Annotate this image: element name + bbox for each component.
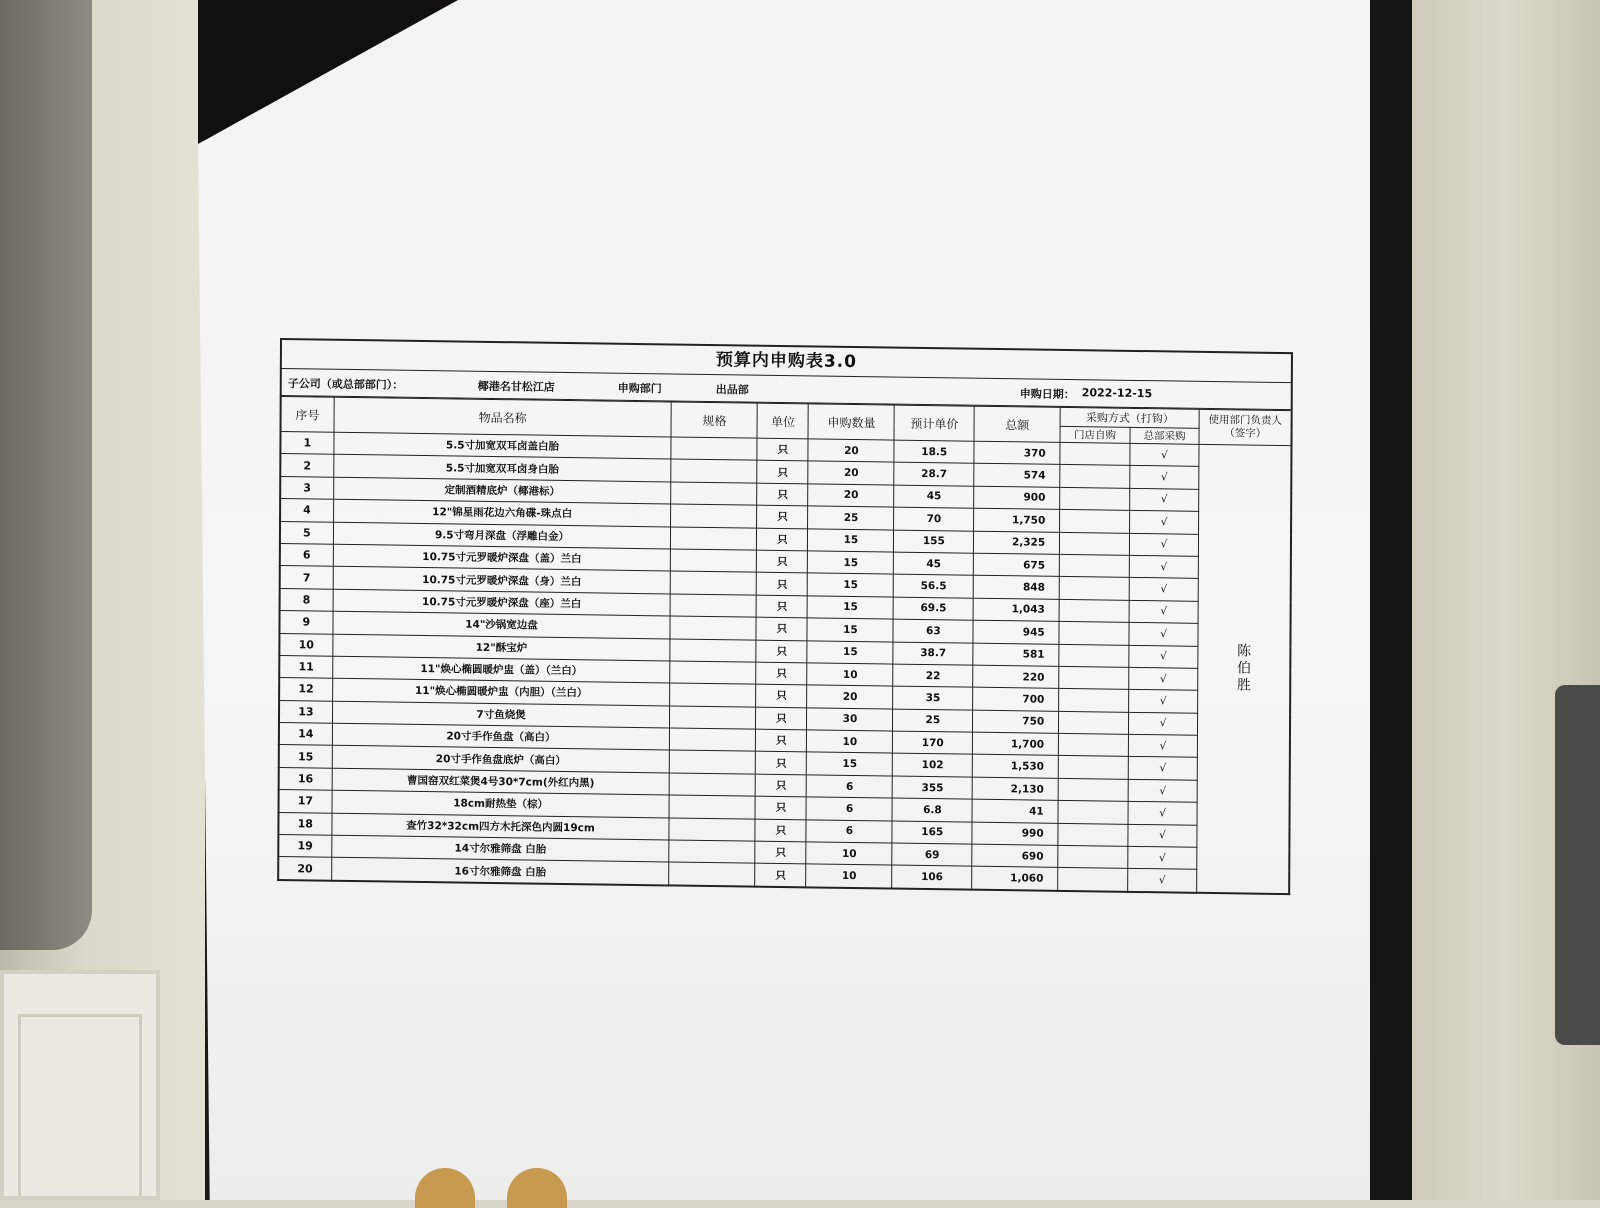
row-unit: 只 (757, 483, 808, 506)
row-unit: 只 (757, 438, 808, 461)
row-idx: 1 (280, 432, 333, 455)
row-unit: 只 (756, 707, 807, 730)
row-qty: 20 (808, 484, 894, 508)
row-qty: 30 (807, 708, 893, 732)
row-total: 690 (972, 844, 1058, 868)
row-name: 12"锦星雨花边六角碟-珠点白 (333, 499, 671, 526)
row-total: 370 (974, 441, 1060, 465)
row-qty: 15 (808, 596, 894, 620)
row-unit: 只 (755, 796, 806, 819)
row-method-hq: √ (1127, 869, 1197, 893)
header-method-store: 门店自购 (1060, 426, 1130, 443)
row-method-hq: √ (1129, 600, 1199, 623)
row-qty: 20 (808, 439, 894, 463)
row-name: 10.75寸元罗暖炉深盘（身）兰白 (333, 567, 671, 594)
row-name: 20寸手作鱼盘底炉（高白） (332, 746, 670, 773)
row-name: 查竹32*32cm四方木托深色内圆19cm (332, 813, 670, 840)
row-name: 14寸尔雅筛盘 白胎 (331, 835, 669, 862)
row-qty: 20 (807, 685, 893, 709)
row-method-hq: √ (1128, 734, 1198, 757)
row-name: 20寸手作鱼盘（高白） (332, 723, 670, 750)
row-method-store (1058, 845, 1128, 868)
row-method-hq: √ (1128, 779, 1198, 802)
items-table-body (278, 432, 1291, 894)
signer-signature: 陈 伯 胜 (1197, 444, 1291, 894)
row-idx: 14 (279, 723, 332, 746)
row-name: 曹国窑双红菜煲4号30*7cm(外红内黑) (332, 768, 670, 795)
row-method-hq: √ (1128, 846, 1198, 869)
row-qty: 15 (807, 618, 893, 642)
header-total: 总额 (974, 406, 1060, 442)
row-price: 155 (894, 530, 974, 554)
items-table (277, 396, 1293, 895)
row-name: 11"焕心椭圆暖炉盅（盖）（兰白） (332, 656, 670, 683)
row-price: 38.7 (893, 642, 973, 666)
row-unit: 只 (757, 573, 808, 596)
row-method-store (1059, 666, 1129, 689)
row-idx: 15 (279, 745, 332, 768)
row-qty: 15 (808, 528, 894, 552)
row-total: 1,530 (972, 755, 1058, 779)
row-name: 14"沙锅宽边盘 (333, 611, 671, 638)
row-qty: 15 (807, 640, 893, 664)
row-unit: 只 (755, 819, 806, 842)
row-unit: 只 (755, 841, 806, 864)
row-unit: 只 (756, 752, 807, 775)
header-spec: 规格 (671, 402, 757, 438)
row-idx: 2 (280, 454, 333, 477)
row-spec (670, 773, 756, 797)
row-qty: 10 (807, 730, 893, 754)
row-price: 45 (894, 552, 974, 576)
row-method-store (1059, 689, 1129, 712)
row-idx: 19 (278, 835, 331, 858)
row-total: 2,130 (972, 777, 1058, 801)
row-spec (671, 571, 757, 595)
row-method-store (1060, 510, 1130, 533)
row-price: 69 (892, 843, 972, 867)
row-total: 848 (973, 576, 1059, 600)
row-idx: 12 (279, 678, 332, 701)
row-idx: 20 (278, 857, 331, 881)
row-price: 106 (892, 865, 972, 889)
row-qty: 20 (808, 461, 894, 485)
row-method-store (1059, 554, 1129, 577)
row-total: 945 (973, 620, 1059, 644)
row-method-hq: √ (1130, 443, 1200, 466)
row-method-store (1059, 644, 1129, 667)
row-idx: 11 (279, 655, 332, 678)
row-qty: 15 (807, 752, 893, 776)
row-idx: 18 (278, 812, 331, 835)
header-name: 物品名称 (334, 397, 672, 437)
row-total: 750 (973, 710, 1059, 734)
row-method-store (1059, 622, 1129, 645)
row-total: 41 (972, 799, 1058, 823)
row-method-store (1058, 823, 1128, 846)
row-total: 1,060 (972, 867, 1058, 891)
row-method-store (1058, 756, 1128, 779)
header-signer: 使用部门负责人（签字） (1199, 409, 1291, 445)
row-qty: 15 (808, 551, 894, 575)
background-shadow-left (0, 0, 92, 950)
row-method-hq: √ (1129, 645, 1199, 668)
row-method-hq: √ (1129, 555, 1199, 578)
row-unit: 只 (756, 617, 807, 640)
row-method-hq: √ (1128, 757, 1198, 780)
row-spec (669, 840, 755, 864)
row-method-store (1060, 465, 1130, 488)
row-spec (671, 482, 757, 506)
row-idx: 10 (279, 633, 332, 656)
row-qty: 10 (807, 663, 893, 687)
row-idx: 16 (279, 767, 332, 790)
row-qty: 6 (806, 819, 892, 843)
row-spec (670, 750, 756, 774)
row-unit: 只 (757, 505, 808, 528)
row-idx: 13 (279, 700, 332, 723)
row-method-hq: √ (1128, 824, 1198, 847)
row-name: 18cm耐热垫（棕） (332, 790, 670, 817)
dept-value: 出品部 (715, 383, 749, 397)
row-name: 5.5寸加宽双耳卤盖白胎 (334, 432, 672, 459)
row-method-hq: √ (1129, 578, 1199, 601)
row-unit: 只 (757, 528, 808, 551)
row-price: 102 (893, 754, 973, 778)
row-total: 990 (972, 822, 1058, 846)
row-method-store (1058, 868, 1128, 892)
dept-label: 申购部门 (617, 381, 662, 396)
row-method-hq: √ (1129, 488, 1199, 511)
row-price: 25 (893, 709, 973, 733)
row-name: 5.5寸加宽双耳卤身白胎 (333, 455, 671, 482)
row-name: 定制酒精底炉（椰港标） (333, 477, 671, 504)
row-price: 35 (893, 686, 973, 710)
row-method-hq: √ (1128, 690, 1198, 713)
row-method-store (1058, 778, 1128, 801)
row-method-hq: √ (1128, 802, 1198, 825)
row-unit: 只 (756, 640, 807, 663)
row-idx: 3 (280, 476, 333, 499)
row-name: 10.75寸元罗暖炉深盘（盖）兰白 (333, 544, 671, 571)
row-qty: 6 (806, 797, 892, 821)
row-total: 1,700 (973, 732, 1059, 756)
row-method-store (1059, 733, 1129, 756)
row-total: 220 (973, 665, 1059, 689)
row-name: 9.5寸弯月深盘（浮雕白金） (333, 522, 671, 549)
row-spec (670, 683, 756, 707)
purchase-request-form (277, 338, 1293, 895)
date-value: 2022-12-15 (1081, 386, 1153, 401)
row-price: 45 (894, 485, 974, 509)
row-qty: 25 (808, 506, 894, 530)
row-price: 18.5 (894, 440, 974, 464)
row-method-store (1059, 711, 1129, 734)
row-name: 16寸尔雅筛盘 白胎 (331, 858, 669, 886)
door-panel-molding (18, 1014, 142, 1196)
row-spec (670, 594, 756, 618)
row-total: 581 (973, 643, 1059, 667)
row-idx: 9 (279, 611, 332, 634)
row-idx: 17 (279, 790, 332, 813)
row-idx: 6 (280, 543, 333, 566)
row-name: 12"酥宝炉 (333, 634, 671, 661)
row-method-store (1060, 442, 1130, 465)
row-spec (669, 818, 755, 842)
row-idx: 4 (280, 499, 333, 522)
row-total: 2,325 (974, 531, 1060, 555)
row-qty: 10 (806, 842, 892, 866)
row-method-store (1060, 532, 1130, 555)
row-spec (670, 728, 756, 752)
row-spec (669, 795, 755, 819)
company-label: 子公司（或总部部门）： (287, 377, 404, 392)
row-unit: 只 (756, 662, 807, 685)
row-spec (669, 862, 755, 886)
row-price: 22 (893, 664, 973, 688)
row-spec (671, 549, 757, 573)
row-qty: 10 (806, 864, 892, 888)
row-idx: 5 (280, 521, 333, 544)
fingertip-right (507, 1168, 567, 1208)
row-spec (670, 661, 756, 685)
row-unit: 只 (756, 595, 807, 618)
header-method-hq: 总部采购 (1130, 427, 1200, 444)
row-unit: 只 (757, 550, 808, 573)
row-total: 1,043 (973, 598, 1059, 622)
row-spec (671, 504, 757, 528)
row-method-hq: √ (1129, 622, 1199, 645)
header-qty: 申购数量 (808, 404, 894, 440)
row-price: 165 (892, 821, 972, 845)
row-unit: 只 (756, 684, 807, 707)
date-label: 申购日期： (1019, 387, 1075, 402)
row-idx: 8 (280, 588, 333, 611)
company-value: 椰港名甘松江店 (477, 379, 555, 394)
row-unit: 只 (757, 461, 808, 484)
row-price: 63 (893, 619, 973, 643)
row-method-hq: √ (1129, 533, 1199, 556)
row-name: 11"焕心椭圆暖炉盅（内胆）（兰白） (332, 679, 670, 706)
row-total: 900 (974, 486, 1060, 510)
header-idx: 序号 (281, 397, 334, 433)
header-price: 预计单价 (894, 405, 974, 441)
row-qty: 6 (807, 775, 893, 799)
row-name: 7寸鱼烧煲 (332, 701, 670, 728)
row-unit: 只 (755, 864, 806, 888)
row-spec (671, 527, 757, 551)
row-method-hq: √ (1129, 511, 1199, 534)
row-spec (670, 616, 756, 640)
fingertip-left (415, 1168, 475, 1208)
row-spec (670, 706, 756, 730)
row-total: 1,750 (974, 508, 1060, 532)
row-spec (671, 437, 757, 461)
row-price: 56.5 (894, 574, 974, 598)
row-total: 700 (973, 687, 1059, 711)
header-method: 采购方式（打钩） (1060, 407, 1199, 428)
row-total: 574 (974, 464, 1060, 488)
row-spec (670, 638, 756, 662)
row-price: 355 (893, 776, 973, 800)
row-unit: 只 (756, 729, 807, 752)
row-price: 6.8 (892, 798, 972, 822)
background-door-panel (0, 970, 160, 1200)
header-unit: 单位 (757, 403, 808, 439)
row-method-hq: √ (1130, 466, 1200, 489)
row-method-store (1058, 801, 1128, 824)
row-method-store (1059, 599, 1129, 622)
row-price: 28.7 (894, 462, 974, 486)
row-method-store (1060, 487, 1130, 510)
row-idx: 7 (280, 566, 333, 589)
row-qty: 15 (808, 573, 894, 597)
row-method-hq: √ (1128, 712, 1198, 735)
fingertips (415, 1168, 575, 1200)
row-price: 70 (894, 507, 974, 531)
row-spec (671, 459, 757, 483)
row-method-hq: √ (1128, 667, 1198, 690)
row-total: 675 (974, 553, 1060, 577)
background-device-right (1555, 685, 1600, 1045)
row-price: 69.5 (894, 597, 974, 621)
row-price: 170 (893, 731, 973, 755)
row-name: 10.75寸元罗暖炉深盘（座）兰白 (333, 589, 671, 616)
form-title: 预算内申购表3.0 (280, 338, 1293, 383)
row-method-store (1059, 577, 1129, 600)
row-unit: 只 (755, 774, 806, 797)
